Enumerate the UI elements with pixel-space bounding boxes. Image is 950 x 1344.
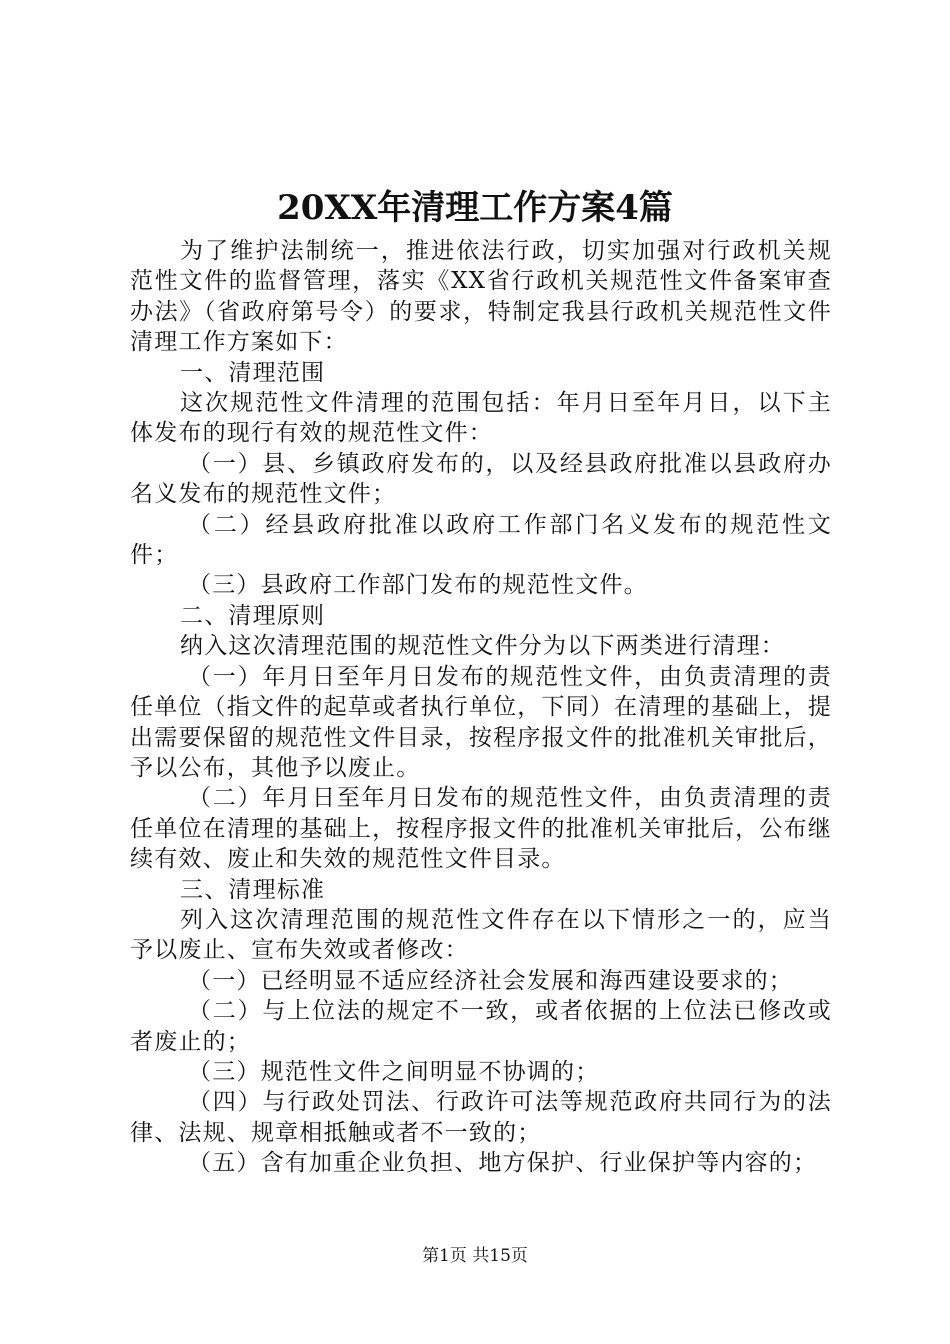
list-item: （一）年月日至年月日发布的规范性文件，由负责清理的责任单位（指文件的起草或者执行单位，下同）在清理的基础上，提出需要保留的规范性文件目录，按程序报文件的批准机关审批后，予以公布，其他予以废止。	[130, 663, 832, 781]
list-item: （一）县、乡镇政府发布的，以及经县政府批准以县政府办名义发布的规范性文件；	[130, 450, 832, 508]
section-heading: 二、清理原则	[180, 602, 326, 629]
paragraph: 这次规范性文件清理的范围包括：年月日至年月日，以下主体发布的现行有效的规范性文件：	[130, 390, 832, 447]
list-item: （三）县政府工作部门发布的规范性文件。	[188, 572, 648, 599]
list-item: （二）与上位法的规定不一致，或者依据的上位法已修改或者废止的；	[130, 998, 832, 1055]
page-number-footer: 第1页 共15页	[422, 1246, 528, 1266]
list-item: （五）含有加重企业负担、地方保护、行业保护等内容的；	[188, 1150, 818, 1177]
list-item: （二）年月日至年月日发布的规范性文件，由负责清理的责任单位在清理的基础上，按程序报文件的批准机关审批后，公布继续有效、废止和失效的规范性文件目录。	[130, 785, 832, 873]
list-item: （四）与行政处罚法、行政许可法等规范政府共同行为的法律、法规、规章相抵触或者不一致的；	[130, 1089, 832, 1146]
paragraph: 纳入这次清理范围的规范性文件分为以下两类进行清理：	[180, 633, 785, 660]
document-title: 20XX年清理工作方案4篇	[277, 188, 673, 228]
paragraph: 列入这次清理范围的规范性文件存在以下情形之一的，应当予以废止、宣布失效或者修改：	[130, 906, 832, 964]
paragraph: 为了维护法制统一，推进依法行政，切实加强对行政机关规范性文件的监督管理，落实《XX省行政机关规范性文件备案审查办法》（省政府第号令）的要求，特制定我县行政机关规范性文件清理工作方案如下：	[130, 238, 832, 356]
section-heading: 一、清理范围	[180, 359, 326, 386]
list-item: （一）已经明显不适应经济社会发展和海西建设要求的；	[188, 967, 793, 994]
document-body	[130, 236, 832, 1179]
section-heading: 三、清理标准	[180, 876, 326, 903]
list-item: （二）经县政府批准以政府工作部门名义发布的规范性文件；	[130, 511, 832, 569]
list-item: （三）规范性文件之间明显不协调的；	[188, 1058, 600, 1085]
